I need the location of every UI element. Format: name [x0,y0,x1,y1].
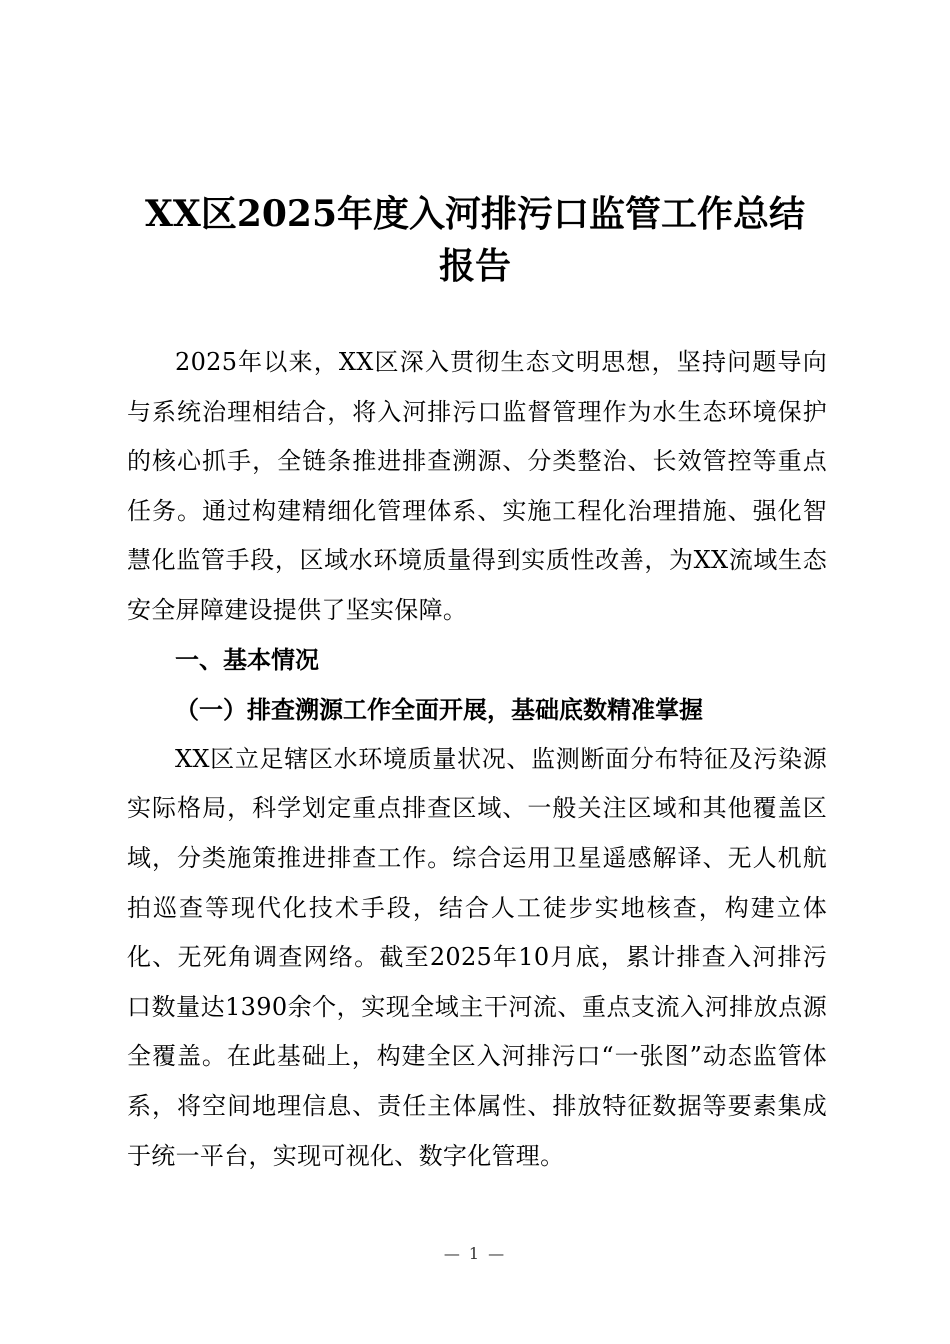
subsection-heading-1: （一）排查溯源工作全面开展，基础底数精准掌握 [175,695,703,725]
title-line-1: XX区2025年度入河排污口监管工作总结 [144,193,806,235]
title-line-2: 报告 [438,245,511,287]
document-title [100,188,850,292]
document-body [127,338,827,1181]
intro-paragraph: 2025年以来，XX区深入贯彻生态文明思想，坚持问题导向与系统治理相结合，将入河排污口监督管理作为水生态环境保护的核心抓手，全链条推进排查溯源、分类整治、长效管控等重点任务。通过构建精细化管理体系、实施工程化治理措施、强化智慧化监管手段，区域水环境质量得到实质性改善，为XX流域生态安全屏障建设提供了坚实保障。 [127,348,827,624]
subsection-1-paragraph: XX区立足辖区水环境质量状况、监测断面分布特征及污染源实际格局，科学划定重点排查区域、一般关注区域和其他覆盖区域，分类施策推进排查工作。综合运用卫星遥感解译、无人机航拍巡查等现代化技术手段，结合人工徒步实地核查，构建立体化、无死角调查网络。截至2025年10月底，累计排查入河排污口数量达1390余个，实现全域主干河流、重点支流入河排放点源全覆盖。在此基础上，构建全区入河排污口“一张图”动态监管体系，将空间地理信息、责任主体属性、排放特征数据等要素集成于统一平台，实现可视化、数字化管理。 [127,744,827,1170]
page-number: — 1 — [443,1244,507,1263]
section-heading-1: 一、基本情况 [175,645,319,674]
